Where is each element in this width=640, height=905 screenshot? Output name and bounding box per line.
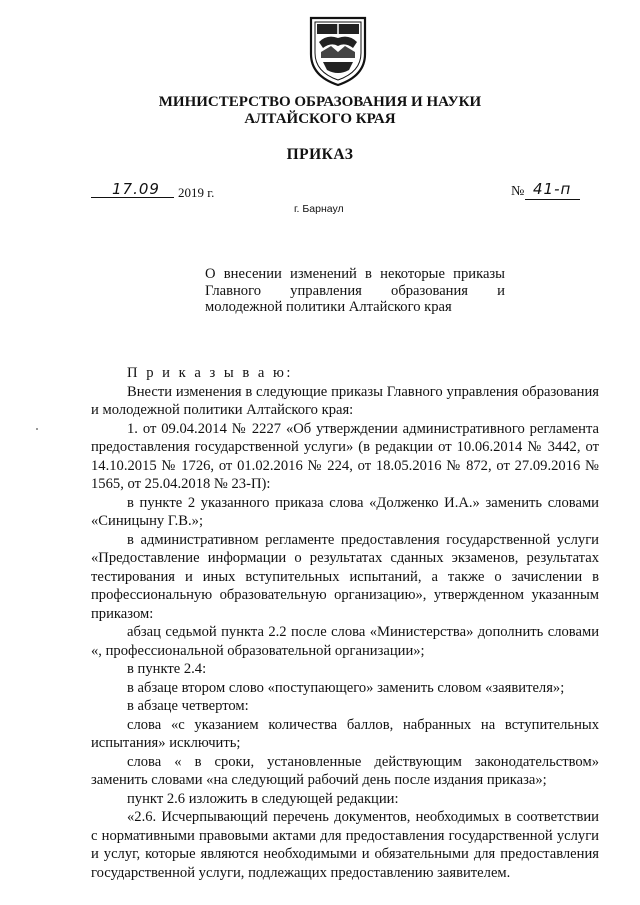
- city-label: г. Барнаул: [294, 203, 344, 215]
- number-handwritten: 41-п: [533, 180, 572, 198]
- order-body: [91, 364, 599, 882]
- paragraph: П р и к а з ы в а ю:: [127, 365, 293, 381]
- paragraph: Внести изменения в следующие приказы Главного управления образования и молодежной политики Алтайского края:: [91, 383, 599, 418]
- paragraph: слова « в сроки, установленные действующим законодательством» заменить словами «на следующий рабочий день после издания приказа»;: [91, 753, 599, 788]
- paragraph: в пункте 2.4:: [127, 661, 207, 677]
- coat-of-arms-emblem: [303, 12, 373, 88]
- paragraph: в административном регламенте предоставления государственной услуги «Предоставление информации о результатах сданных экзаменов, результатах тестирования и иных вступительных испытаний, а также о зачислении в профессиональную образовательную организацию», утвержденном указанным приказом:: [91, 531, 599, 622]
- date-year: 2019 г.: [178, 185, 215, 200]
- number-underline: [525, 199, 580, 200]
- date-handwritten: 17.09: [112, 180, 160, 198]
- order-subject: О внесении изменений в некоторые приказы Главного управления образования и молодежной политики Алтайского края: [205, 266, 505, 315]
- paragraph: абзац седьмой пункта 2.2 после слова «Министерства» дополнить словами «, профессиональной образовательной организации»;: [91, 624, 599, 659]
- margin-mark: [36, 428, 38, 430]
- paragraph: в абзаце втором слово «поступающего» заменить словом «заявителя»;: [127, 679, 565, 696]
- paragraph: в абзаце четвертом:: [127, 698, 249, 714]
- paragraph: в пункте 2 указанного приказа слова «Долженко И.А.» заменить словами «Синицыну Г.В.»;: [91, 494, 599, 529]
- paragraph: 1. от 09.04.2014 № 2227 «Об утверждении административного регламента предоставления государственной услуги» (в редакции от 10.06.2014 № 3442, от 14.10.2015 № 1726, от 01.02.2016 № 224, от 18.05.2016 № 872, от 27.09.2016 № 1565, от 25.04.2018 № 23-П):: [91, 420, 599, 492]
- paragraph: «2.6. Исчерпывающий перечень документов, необходимых в соответствии с нормативными правовыми актами для предоставления государственной услуги и услуг, которые являются необходимыми и обязательными для предоставления государственной услуги, подлежащих предоставлению заявителем.: [91, 809, 599, 881]
- number-prefix: №: [511, 184, 525, 199]
- paragraph: слова «с указанием количества баллов, набранных на вступительных испытания» исключить;: [91, 716, 599, 751]
- ministry-name-line2: АЛТАЙСКОГО КРАЯ: [244, 111, 396, 127]
- document-type-title: ПРИКАЗ: [286, 146, 354, 163]
- paragraph: пункт 2.6 изложить в следующей редакции:: [127, 790, 399, 807]
- ministry-name-line1: МИНИСТЕРСТВО ОБРАЗОВАНИЯ И НАУКИ: [158, 94, 482, 110]
